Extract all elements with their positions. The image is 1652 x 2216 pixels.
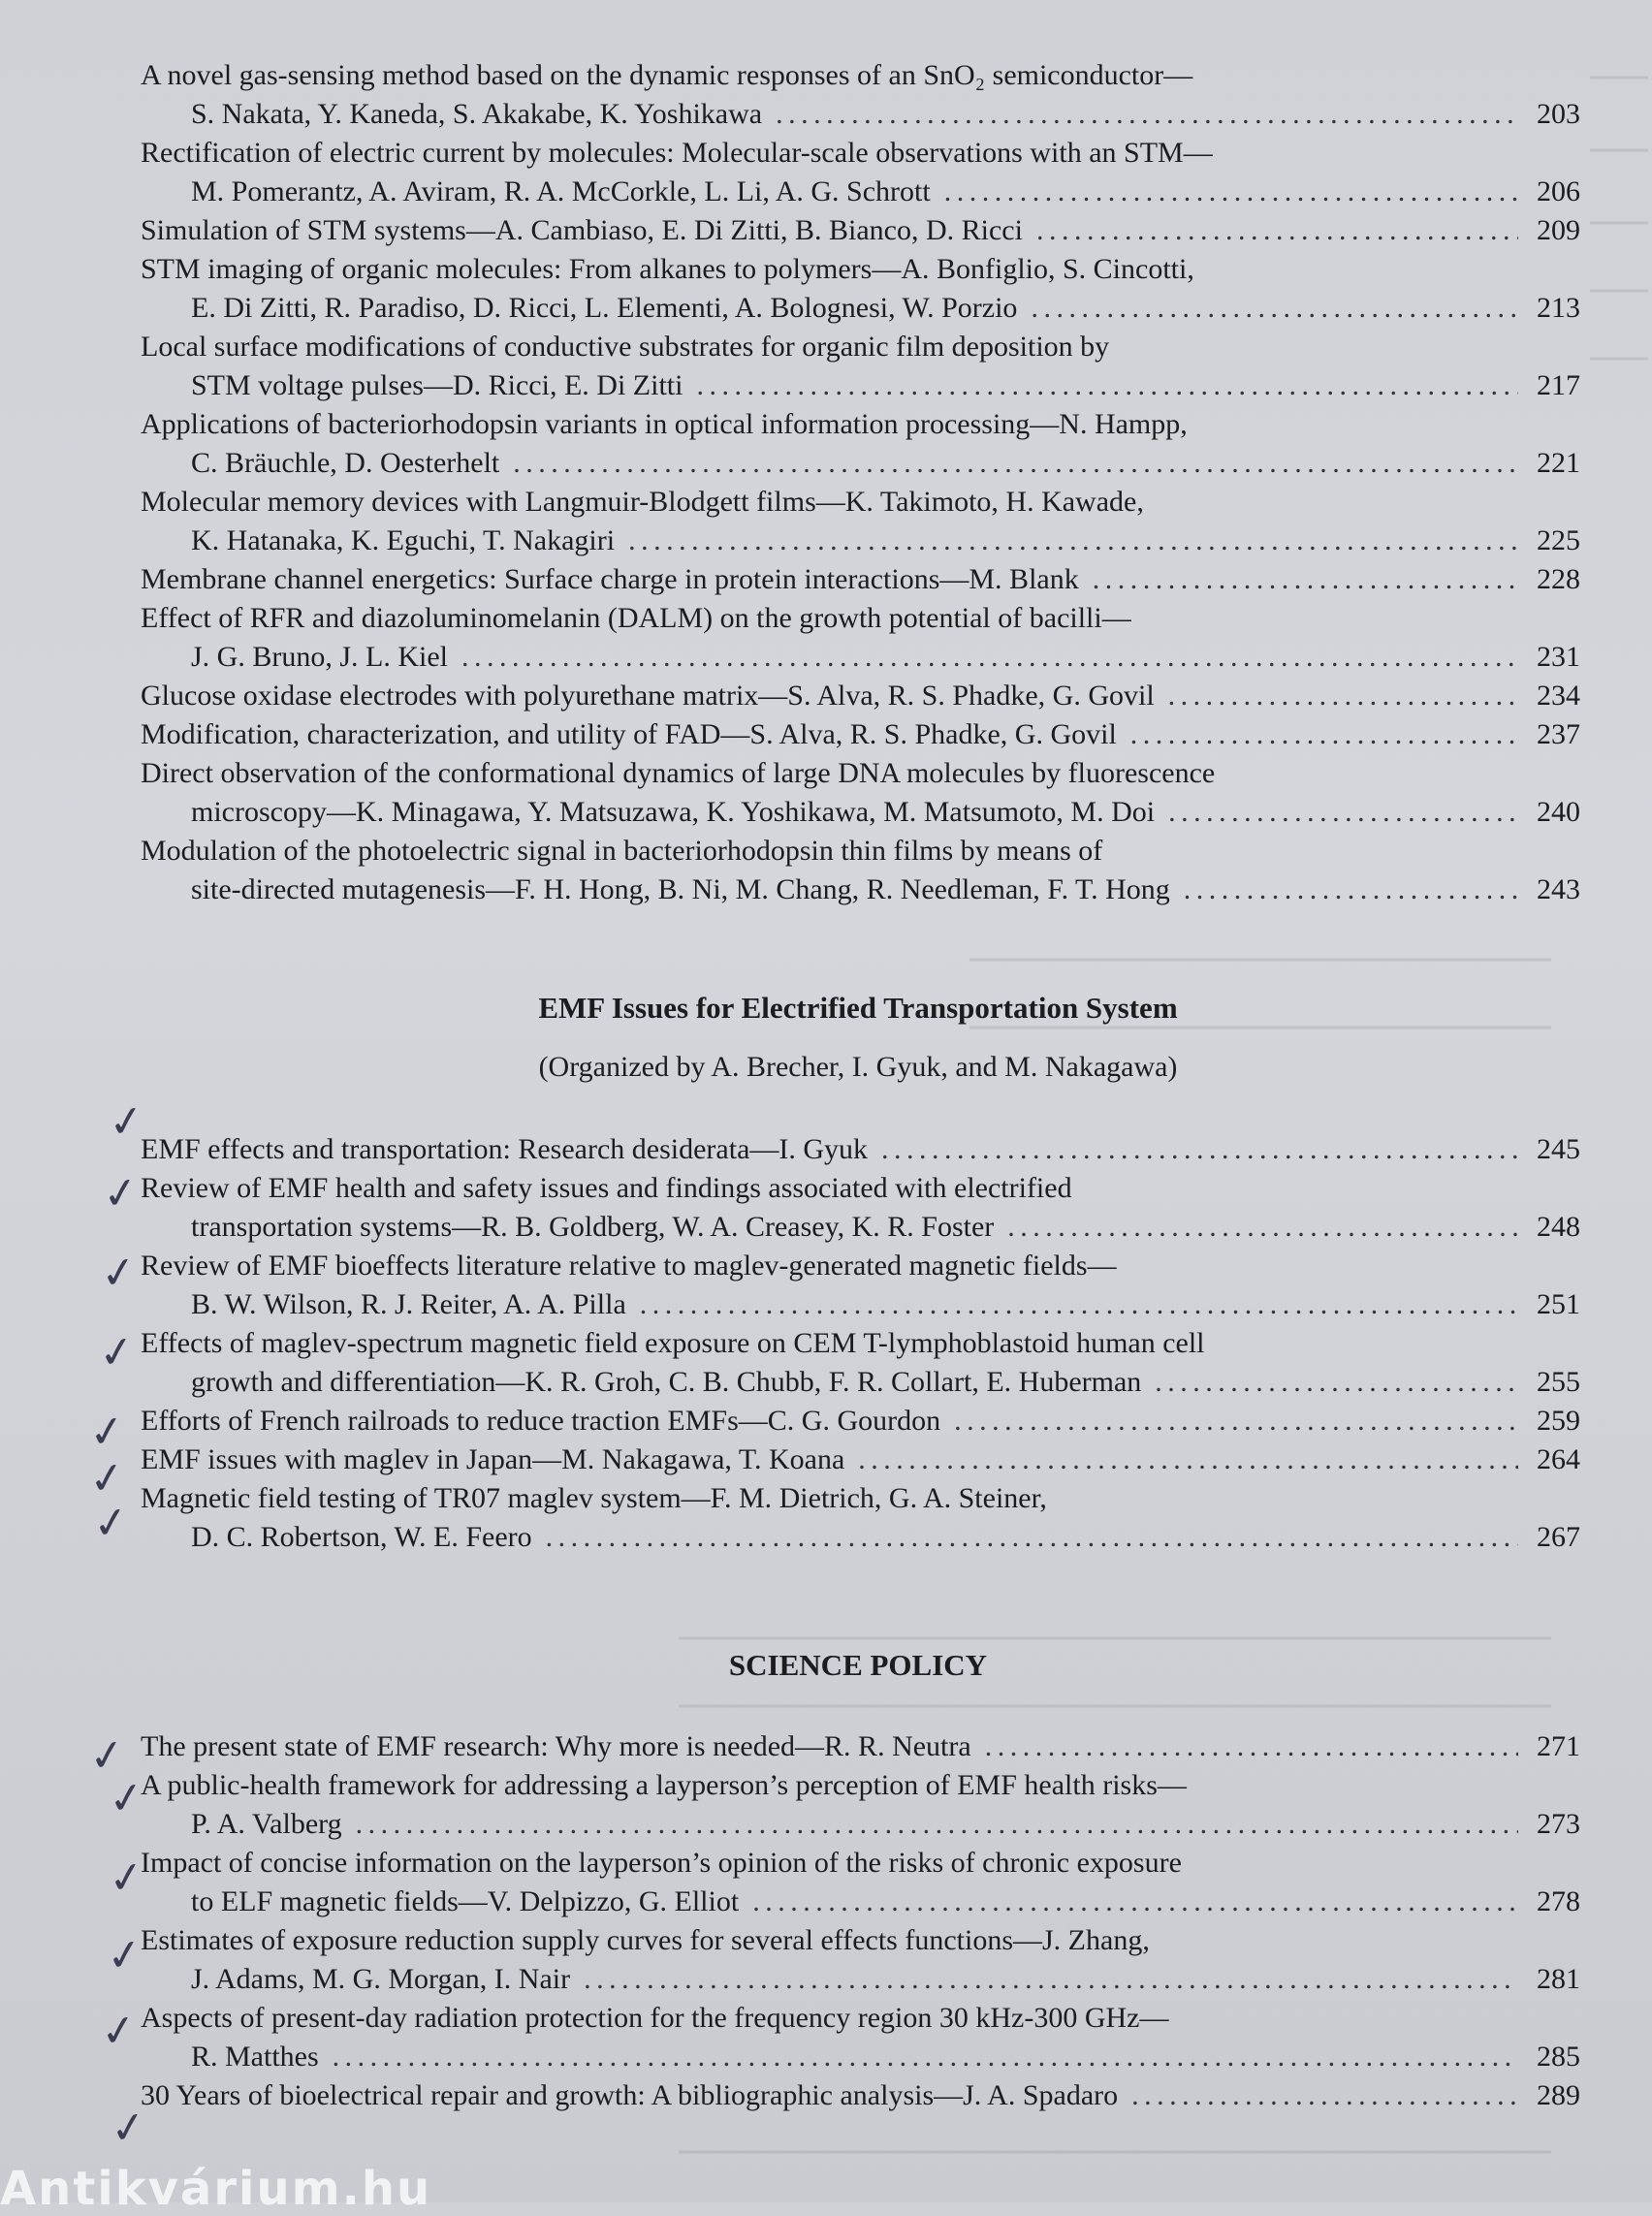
toc-entry (141, 754, 1580, 832)
entry-title: EMF effects and transportation: Research desiderata—I. Gyuk (141, 1133, 869, 1165)
entry-title: Impact of concise information on the layperson’s opinion of the risks of chronic exposure (141, 1847, 1182, 1879)
toc-entry (141, 211, 1580, 250)
page-number: 245 (1537, 1133, 1580, 1165)
leader-dots (546, 1518, 1518, 1557)
toc-entry (141, 1130, 1580, 1169)
page-number: 278 (1537, 1885, 1580, 1917)
check-mark-icon: ✓ (97, 2004, 141, 2059)
page-number: 248 (1537, 1211, 1580, 1243)
leader-dots (628, 522, 1518, 560)
leader-dots (1155, 1363, 1518, 1402)
leader-dots (1007, 1208, 1518, 1247)
entry-title: Magnetic field testing of TR07 maglev system—F. M. Dietrich, G. A. Steiner, (141, 1482, 1047, 1514)
toc-entry (141, 1479, 1580, 1557)
entry-authors: B. W. Wilson, R. J. Reiter, A. A. Pilla (191, 1288, 626, 1320)
entry-title: A novel gas-sensing method based on the dynamic responses of an SnO₂ semiconductor— (141, 59, 1193, 91)
entry-title: Membrane channel energetics: Surface charge in protein interactions—M. Blank (141, 563, 1079, 595)
page-number: 285 (1537, 2041, 1580, 2073)
page-number: 255 (1537, 1366, 1580, 1398)
leader-dots (858, 1440, 1518, 1479)
entry-authors: D. C. Robertson, W. E. Feero (191, 1521, 532, 1553)
page-number: 209 (1537, 214, 1580, 246)
toc-entry (141, 1844, 1580, 1921)
page-number: 289 (1537, 2079, 1580, 2111)
leader-dots (1131, 2076, 1518, 2115)
leader-dots (1130, 715, 1518, 754)
entry-authors: E. Di Zitti, R. Paradiso, D. Ricci, L. Elementi, A. Bolognesi, W. Porzio (191, 292, 1018, 324)
toc-entry (141, 1247, 1580, 1324)
page-number: 243 (1537, 873, 1580, 905)
section-heading-science-policy: SCIENCE POLICY (728, 1648, 988, 1682)
toc-entry (141, 134, 1580, 211)
leader-dots (640, 1285, 1518, 1324)
check-mark-icon: ✓ (85, 1451, 129, 1506)
page-number: 281 (1537, 1963, 1580, 1995)
entry-title: Glucose oxidase electrodes with polyurethane matrix—S. Alva, R. S. Phadke, G. Govil (141, 680, 1155, 712)
page-number: 234 (1537, 680, 1580, 712)
toc-entry (141, 1169, 1580, 1247)
toc-entry (141, 328, 1580, 405)
toc-entry (141, 1766, 1580, 1844)
entry-authors: P. A. Valberg (191, 1808, 342, 1840)
entry-title: Aspects of present-day radiation protection for the frequency region 30 kHz-300 GHz— (141, 2002, 1169, 2034)
page-number: 237 (1537, 718, 1580, 750)
toc-entry (141, 1324, 1580, 1402)
page-number: 251 (1537, 1288, 1580, 1320)
entry-authors: J. G. Bruno, J. L. Kiel (191, 641, 448, 673)
leader-dots (776, 95, 1518, 134)
toc-entry (141, 1727, 1580, 1766)
entry-title: Rectification of electric current by molecules: Molecular-scale observations with an STM— (141, 137, 1213, 169)
entry-title: STM imaging of organic molecules: From alkanes to polymers—A. Bonfiglio, S. Cincotti, (141, 253, 1194, 285)
page-number: 273 (1537, 1808, 1580, 1840)
leader-dots (333, 2038, 1518, 2076)
entry-title: The present state of EMF research: Why more is needed—R. R. Neutra (141, 1730, 971, 1762)
entry-title: 30 Years of bioelectrical repair and growth: A bibliographic analysis—J. A. Spadaro (141, 2079, 1119, 2111)
check-mark-icon: ✓ (105, 1851, 148, 1906)
entry-title: Effects of maglev-spectrum magnetic field exposure on CEM T-lymphoblastoid human cell (141, 1327, 1205, 1359)
toc-list-policy (141, 1727, 1580, 2115)
leader-dots (1168, 793, 1518, 832)
toc-entry (141, 2076, 1580, 2115)
entry-authors: microscopy—K. Minagawa, Y. Matsuzawa, K. Yoshikawa, M. Matsumoto, M. Doi (191, 796, 1156, 828)
entry-authors: C. Bräuchle, D. Oesterhelt (191, 447, 500, 479)
entry-authors: to ELF magnetic fields—V. Delpizzo, G. Elliot (191, 1885, 740, 1917)
page-number: 240 (1537, 796, 1580, 828)
entry-authors: growth and differentiation—K. R. Groh, C. B. Chubb, F. R. Collart, E. Huberman (191, 1366, 1142, 1398)
leader-dots (1184, 871, 1518, 909)
page-number: 267 (1537, 1521, 1580, 1553)
entry-title: Review of EMF bioeffects literature relative to maglev-generated magnetic fields— (141, 1250, 1117, 1282)
toc-entry (141, 677, 1580, 715)
leader-dots (513, 444, 1518, 483)
leader-dots (954, 1402, 1518, 1440)
leader-dots (1168, 677, 1518, 715)
section-heading-emf: EMF Issues for Electrified Transportation System (538, 991, 1178, 1025)
page-number: 271 (1537, 1730, 1580, 1762)
leader-dots (696, 366, 1518, 405)
check-mark-icon: ✓ (105, 1094, 148, 1150)
leader-dots (985, 1727, 1518, 1766)
entry-title: Modification, characterization, and utility of FAD—S. Alva, R. S. Phadke, G. Govil (141, 718, 1117, 750)
entry-authors: R. Matthes (191, 2041, 319, 2073)
toc-entry (141, 405, 1580, 483)
page-number: 225 (1537, 524, 1580, 556)
leader-dots (356, 1805, 1518, 1844)
toc-entry (141, 250, 1580, 328)
page-number: 206 (1537, 175, 1580, 207)
check-mark-icon: ✓ (85, 1405, 129, 1460)
entry-authors: M. Pomerantz, A. Aviram, R. A. McCorkle, L. Li, A. G. Schrott (191, 175, 931, 207)
check-mark-icon: ✓ (105, 1771, 148, 1826)
leader-dots (944, 173, 1518, 211)
toc-entry (141, 1921, 1580, 1999)
page-number: 264 (1537, 1443, 1580, 1475)
toc-entry (141, 560, 1580, 599)
leader-dots (752, 1883, 1518, 1921)
check-mark-icon: ✓ (103, 1928, 146, 1983)
page-number: 231 (1537, 641, 1580, 673)
entry-title: EMF issues with maglev in Japan—M. Nakagawa, T. Koana (141, 1443, 845, 1475)
entry-title: Effect of RFR and diazoluminomelanin (DALM) on the growth potential of bacilli— (141, 602, 1131, 634)
leader-dots (461, 638, 1518, 677)
entry-title: Simulation of STM systems—A. Cambiaso, E. Di Zitti, B. Bianco, D. Ricci (141, 214, 1023, 246)
check-mark-icon: ✓ (97, 1246, 141, 1301)
toc-entry (141, 832, 1580, 909)
toc-list-top (141, 56, 1580, 909)
entry-title: Estimates of exposure reduction supply curves for several effects functions—J. Zhang, (141, 1924, 1150, 1956)
page-number: 228 (1537, 563, 1580, 595)
entry-authors: transportation systems—R. B. Goldberg, W. A. Creasey, K. R. Foster (191, 1211, 995, 1243)
toc-entry (141, 1999, 1580, 2076)
entry-title: Applications of bacteriorhodopsin variants in optical information processing—N. Hampp, (141, 408, 1188, 440)
entry-title: Molecular memory devices with Langmuir-Blodgett films—K. Takimoto, H. Kawade, (141, 486, 1144, 518)
entry-title: Review of EMF health and safety issues and findings associated with electrified (141, 1172, 1072, 1204)
check-mark-icon: ✓ (107, 2101, 150, 2156)
toc-list-emf (141, 1130, 1580, 1557)
entry-authors: site-directed mutagenesis—F. H. Hong, B. Ni, M. Chang, R. Needleman, F. T. Hong (191, 873, 1170, 905)
page-number: 203 (1537, 98, 1580, 130)
page-number: 259 (1537, 1405, 1580, 1437)
toc-entry (141, 483, 1580, 560)
section-organizers: (Organized by A. Brecher, I. Gyuk, and M. Nakagawa) (538, 1051, 1178, 1083)
entry-authors: S. Nakata, Y. Kaneda, S. Akakabe, K. Yoshikawa (191, 98, 763, 130)
toc-entry (141, 1440, 1580, 1479)
entry-authors: K. Hatanaka, K. Eguchi, T. Nakagiri (191, 524, 616, 556)
check-mark-icon: ✓ (85, 1728, 129, 1784)
entry-title: Modulation of the photoelectric signal in bacteriorhodopsin thin films by means of (141, 835, 1103, 867)
entry-title: Direct observation of the conformational dynamics of large DNA molecules by fluorescence (141, 757, 1216, 789)
entry-authors: J. Adams, M. G. Morgan, I. Nair (191, 1963, 571, 1995)
page-number: 217 (1537, 369, 1580, 401)
entry-title: A public-health framework for addressing a layperson’s perception of EMF health risks— (141, 1769, 1187, 1801)
leader-dots (881, 1130, 1518, 1169)
page-number: 221 (1537, 447, 1580, 479)
toc-entry (141, 715, 1580, 754)
leader-dots (1036, 211, 1518, 250)
page-number: 213 (1537, 292, 1580, 324)
check-mark-icon: ✓ (89, 1496, 133, 1551)
entry-title: Local surface modifications of conductive substrates for organic film deposition by (141, 331, 1110, 363)
leader-dots (584, 1960, 1518, 1999)
leader-dots (1031, 289, 1518, 328)
toc-entry (141, 1402, 1580, 1440)
check-mark-icon: ✓ (95, 1325, 139, 1380)
check-mark-icon: ✓ (99, 1166, 143, 1221)
entry-authors: STM voltage pulses—D. Ricci, E. Di Zitti (191, 369, 683, 401)
entry-title: Efforts of French railroads to reduce traction EMFs—C. G. Gourdon (141, 1405, 941, 1437)
leader-dots (1093, 560, 1518, 599)
toc-entry (141, 56, 1580, 134)
toc-entry (141, 599, 1580, 677)
watermark: Antikvárium.hu (0, 2162, 432, 2216)
